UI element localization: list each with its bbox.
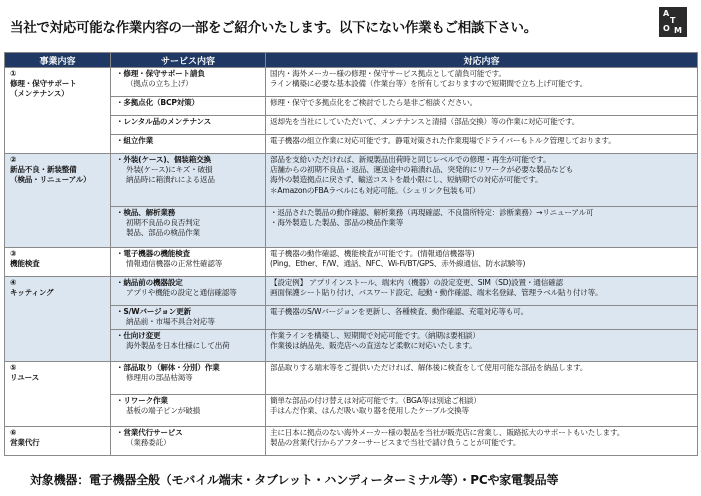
service-cell xyxy=(111,277,266,306)
response-cell xyxy=(266,306,698,330)
business-cell xyxy=(5,154,111,248)
service-detail: 納品前・市場不具合対応等 xyxy=(126,317,215,327)
service-detail: 製品、部品の検品作業 xyxy=(126,228,200,238)
service-cell xyxy=(111,427,266,456)
response-line: 海外の製造拠点に戻さず、輸送コストを最小限にし、短納期での対応が可能です。 xyxy=(270,175,543,185)
service-cell xyxy=(111,135,266,154)
response-cell xyxy=(266,116,698,135)
service-detail: 外装(ケース)にキズ・破損 xyxy=(126,165,213,175)
business-line: ① xyxy=(10,69,17,78)
response-cell xyxy=(266,68,698,97)
service-cell xyxy=(111,306,266,330)
service-title: ・仕向け変更 xyxy=(116,331,161,340)
service-title: ・組立作業 xyxy=(116,136,153,145)
response-line: 電子機器の組立作業に対応可能です。静電対策された作業現場でドライバーもトルク管理しております。 xyxy=(270,136,616,145)
business-line: キッティング xyxy=(10,288,54,298)
business-cell xyxy=(5,277,111,362)
response-line: 修理・保守で多拠点化をご検討でしたら是非ご相談ください。 xyxy=(270,98,478,107)
table-row xyxy=(5,427,698,456)
response-line: (Ping、Ether、F/W、通話、NFC、Wi-Fi/BT/GPS、赤外線通信、防水試験等) xyxy=(270,259,526,269)
response-line: 画面保護シート貼り付け、バスワード設定、起動・動作確認、端末名登録、管理ラベル貼り付け等。 xyxy=(270,288,603,298)
business-line: リユース xyxy=(10,373,40,383)
response-line: 【設定例】 アプリインストール、端末内（機器）の設定変更、SIM（SD)設置・通信確認 xyxy=(270,278,563,287)
service-cell xyxy=(111,68,266,97)
table-header-row xyxy=(5,53,698,68)
response-cell xyxy=(266,427,698,456)
response-line: 製品の営業代行からアフターサービスまで当社で請け負うことが可能です。 xyxy=(270,438,521,448)
service-table xyxy=(4,52,698,456)
business-line: （メンテナンス） xyxy=(10,89,69,99)
response-line: 返却先を当社にしていただいて、メンテナンスと清掃（部品交換）等の作業に対応可能です。 xyxy=(270,117,580,126)
response-cell xyxy=(266,277,698,306)
table-row xyxy=(5,277,698,306)
business-line: （検品・リニューアル） xyxy=(10,175,91,185)
business-line: ③ xyxy=(10,249,17,258)
service-detail: 情報通信機器の正常性確認等 xyxy=(126,259,223,269)
service-detail: 海外製品を日本仕様にして出荷 xyxy=(126,341,230,351)
response-line: 主に日本に拠点のない海外メーカー様の製品を当社が販売店に営業し、販路拡大のサポートもいたします。 xyxy=(270,428,625,437)
service-title: ・納品前の機器設定 xyxy=(116,278,183,287)
business-line: ② xyxy=(10,155,17,164)
business-line: 修理・保守サポート xyxy=(10,79,77,89)
service-cell xyxy=(111,116,266,135)
business-line: ④ xyxy=(10,278,17,287)
service-cell xyxy=(111,362,266,395)
service-title: ・修理・保守サポート請負 xyxy=(116,69,205,78)
logo-letter-m: M xyxy=(674,26,682,35)
response-cell xyxy=(266,207,698,248)
response-line: ＊AmazonのFBAラベルにも対応可能。（シュリンク包装も可） xyxy=(270,185,480,195)
business-line: 営業代行 xyxy=(10,438,40,448)
business-line: 新品不良・新装整備 xyxy=(10,165,77,175)
response-cell xyxy=(266,97,698,116)
service-detail: （拠点の立ち上げ） xyxy=(126,79,193,89)
atom-logo xyxy=(659,7,687,37)
business-cell xyxy=(5,248,111,277)
business-line: ⑤ xyxy=(10,363,17,372)
logo-letter-o: O xyxy=(663,24,670,33)
response-line: 手はんだ作業、はんだ吸い取り器を使用したケーブル交換等 xyxy=(270,406,469,416)
service-detail: アプリや機能の設定と通信確認等 xyxy=(126,288,237,298)
response-line: 部品取りする端末等をご提供いただければ、解体後に検査をして使用可能な部品を納品します。 xyxy=(270,363,588,372)
logo-letter-t: T xyxy=(670,16,676,25)
service-cell xyxy=(111,248,266,277)
service-title: ・レンタル品のメンテナンス xyxy=(116,117,212,126)
response-line: ・海外製造した製品、部品の検品作業等 xyxy=(270,218,404,228)
business-cell xyxy=(5,362,111,427)
service-detail: 修理用の部品枯渇等 xyxy=(126,373,193,383)
service-title: ・S/Wバージョン更新 xyxy=(116,307,191,316)
response-line: ・返品された製品の動作確認、解析業務（再現確認、不良箇所特定：診断業務）→リニューアル可 xyxy=(270,208,594,217)
service-cell xyxy=(111,395,266,427)
response-cell xyxy=(266,330,698,362)
service-title: ・多拠点化（BCP対策） xyxy=(116,98,199,107)
service-title: ・外装(ケース)、個装箱交換 xyxy=(116,155,211,164)
target-devices-footer: 対象機器：電子機器全般（モバイル端末・タブレット・ハンディーターミナル等）・PCや家電製品等 xyxy=(30,473,559,487)
page-title: 当社で対応可能な作業内容の一部をご紹介いたします。以下にない作業もご相談下さい。 xyxy=(10,20,537,36)
response-line: 電子機器のS/Wバージョンを更新し、各種検査、動作確認、充電対応等も可。 xyxy=(270,307,528,316)
service-title: ・部品取り（解体・分別）作業 xyxy=(116,363,220,372)
table-row xyxy=(5,68,698,97)
service-cell xyxy=(111,97,266,116)
response-cell xyxy=(266,135,698,154)
business-cell xyxy=(5,68,111,154)
business-line: 機能検査 xyxy=(10,259,40,269)
table-body xyxy=(5,68,698,456)
response-cell xyxy=(266,248,698,277)
business-line: ⑥ xyxy=(10,428,17,437)
service-detail: （業務委託） xyxy=(126,438,171,448)
service-detail: 納品時に箱潰れによる返品 xyxy=(126,175,215,185)
response-line: 作業後は納品先、販売店への直送など柔軟に対応いたします。 xyxy=(270,341,477,351)
response-line: 部品を支給いただければ、新規製品出荷時と同じレベルでの修理・再生が可能です。 xyxy=(270,155,551,164)
header-response: 対応内容 xyxy=(266,53,698,68)
table-row xyxy=(5,154,698,207)
business-cell xyxy=(5,427,111,456)
service-cell xyxy=(111,207,266,248)
response-cell xyxy=(266,362,698,395)
response-cell xyxy=(266,154,698,207)
service-title: ・電子機器の機能検査 xyxy=(116,249,190,258)
response-line: 簡単な部品の付け替えは対応可能です。（BGA等は別途ご相談） xyxy=(270,396,481,405)
response-line: 作業ラインを構築し、短期間で対応可能です。（納期は要相談） xyxy=(270,331,480,340)
response-cell xyxy=(266,395,698,427)
service-title: ・営業代行サービス xyxy=(116,428,183,437)
header-service: サービス内容 xyxy=(111,53,266,68)
table-row xyxy=(5,248,698,277)
response-line: ライン構築に必要な基本設備（作業台等）を所有しておりますので短期間で立ち上げ可能です。 xyxy=(270,79,588,89)
response-line: 電子機器の動作確認、機能検査が可能です。(情報通信機器等) xyxy=(270,249,475,258)
service-detail: 初期不良品の良否判定 xyxy=(126,218,200,228)
response-line: 国内・海外メーカー様の修理・保守サービス拠点として請負可能です。 xyxy=(270,69,506,78)
service-title: ・検品、解析業務 xyxy=(116,208,176,217)
logo-letter-a: A xyxy=(663,9,670,18)
header-business: 事業内容 xyxy=(5,53,111,68)
service-cell xyxy=(111,330,266,362)
response-line: 店舗からの初期不良品・返品、運送途中の箱潰れ品、突発的にリワークが必要な製品なども xyxy=(270,165,574,175)
service-cell xyxy=(111,154,266,207)
service-title: ・リワーク作業 xyxy=(116,396,168,405)
table-row xyxy=(5,362,698,395)
service-detail: 基板の端子ピンが破損 xyxy=(126,406,200,416)
